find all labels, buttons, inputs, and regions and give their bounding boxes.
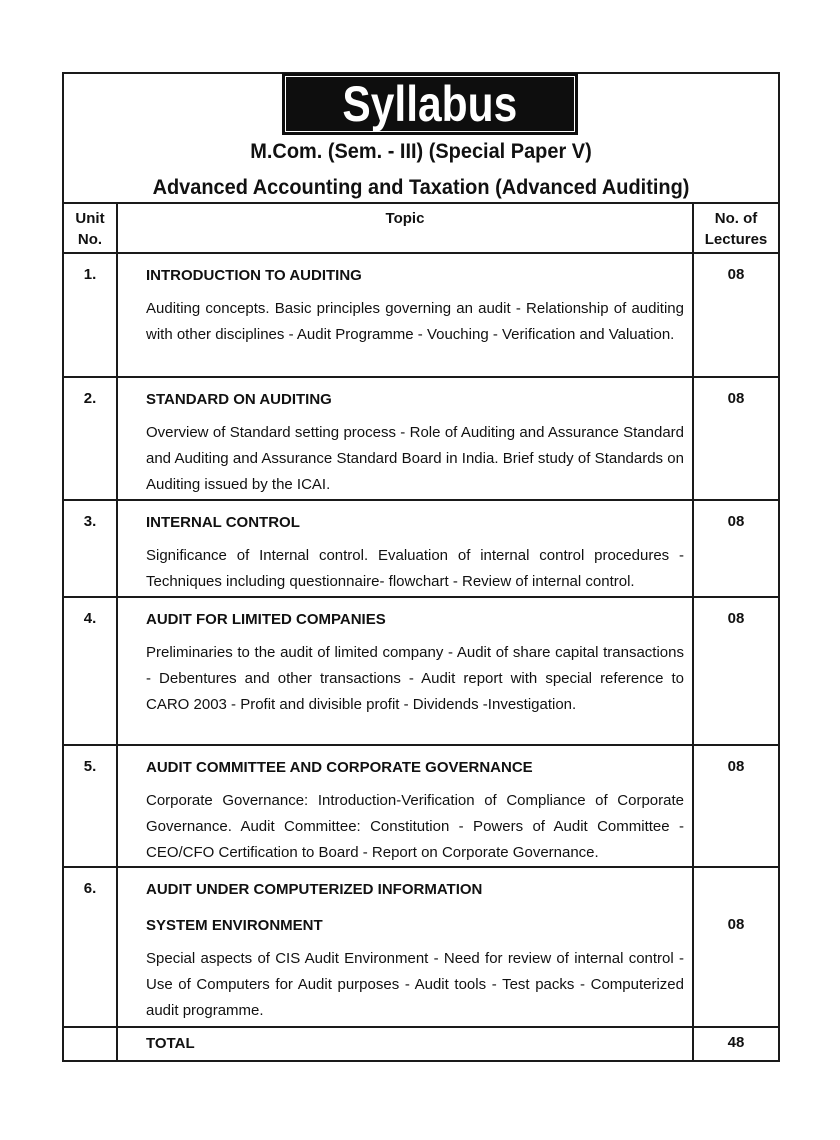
topic-title-line2: SYSTEM ENVIRONMENT <box>146 917 323 934</box>
syllabus-badge <box>282 73 578 135</box>
total-lectures: 48 <box>727 1034 745 1051</box>
unit-no: 5. <box>64 746 118 866</box>
topic-cell <box>118 501 694 596</box>
topic-description: Corporate Governance: Introduction-Verification of Compliance of Corporate Governance. Audit Committee: Constitution - Powers of Audit Committee - CEO/CFO Certification to Board - Report on Corporate Governance. <box>146 792 684 861</box>
topic-description: Significance of Internal control. Evaluation of internal control procedures - Techniques including questionnaire- flowchart - Review of internal control. <box>146 547 684 590</box>
topic-title: AUDIT UNDER COMPUTERIZED INFORMATION <box>146 881 483 898</box>
topic-title: INTERNAL CONTROL <box>146 514 300 531</box>
table-row <box>64 378 778 501</box>
topic-cell <box>118 254 694 376</box>
course-title: M.Com. (Sem. - III) (Special Paper V) <box>250 140 592 163</box>
topic-cell <box>118 746 694 866</box>
topic-description: Overview of Standard setting process - Role of Auditing and Assurance Standard and Auditing and Assurance Standard Board in India. Brief study of Standards on Auditing issued by the ICAI. <box>146 424 684 493</box>
topic-title: INTRODUCTION TO AUDITING <box>146 267 362 284</box>
topic-description: Special aspects of CIS Audit Environment - Need for review of internal control - Use of Computers for Audit purposes - Audit tools - Test packs - Computerized audit programme. <box>146 950 684 1019</box>
header-unit-line1: Unit <box>75 210 105 227</box>
unit-no: 2. <box>64 378 118 499</box>
unit-no-empty <box>64 1028 118 1062</box>
lectures-count: 08 <box>727 513 745 530</box>
unit-no: 6. <box>64 868 118 1026</box>
badge-text: Syllabus <box>342 76 518 132</box>
lectures-count: 08 <box>727 610 745 627</box>
table-row <box>64 501 778 598</box>
topic-cell <box>118 598 694 744</box>
lectures-count: 08 <box>727 758 745 775</box>
table-row <box>64 254 778 378</box>
unit-no: 1. <box>64 254 118 376</box>
topic-description: Auditing concepts. Basic principles governing an audit - Relationship of auditing with other disciplines - Audit Programme - Vouching - Verification and Valuation. <box>146 300 684 343</box>
paper-title: Advanced Accounting and Taxation (Advanced Auditing) <box>152 176 690 199</box>
lectures-count: 08 <box>727 266 745 283</box>
title-area <box>64 74 778 204</box>
total-row <box>64 1028 778 1062</box>
header-unit-no <box>64 204 118 252</box>
header-lectures <box>694 204 778 252</box>
total-label-cell <box>118 1028 694 1062</box>
topic-cell <box>118 378 694 499</box>
header-unit-line2: No. <box>77 231 103 248</box>
topic-title: AUDIT FOR LIMITED COMPANIES <box>146 611 386 628</box>
topic-description: Preliminaries to the audit of limited company - Audit of share capital transactions - Debentures and other transactions - Audit report with special reference to CARO 2003 - Profit and divisible profit - Dividends -Investigation. <box>146 644 684 713</box>
lectures-count: 08 <box>727 916 745 933</box>
unit-no: 3. <box>64 501 118 596</box>
table-row <box>64 598 778 746</box>
topic-title: STANDARD ON AUDITING <box>146 391 332 408</box>
table-row <box>64 868 778 1028</box>
header-lectures-line1: No. of <box>714 210 758 227</box>
table-row <box>64 746 778 868</box>
total-label: TOTAL <box>146 1035 195 1052</box>
table-header-row <box>64 204 778 254</box>
lectures-count: 08 <box>727 390 745 407</box>
header-lectures-line2: Lectures <box>704 231 768 248</box>
header-topic: Topic <box>118 204 694 252</box>
topic-cell <box>118 868 694 1026</box>
topic-title: AUDIT COMMITTEE AND CORPORATE GOVERNANCE <box>146 759 533 776</box>
unit-no: 4. <box>64 598 118 744</box>
syllabus-table-frame <box>62 72 780 1062</box>
